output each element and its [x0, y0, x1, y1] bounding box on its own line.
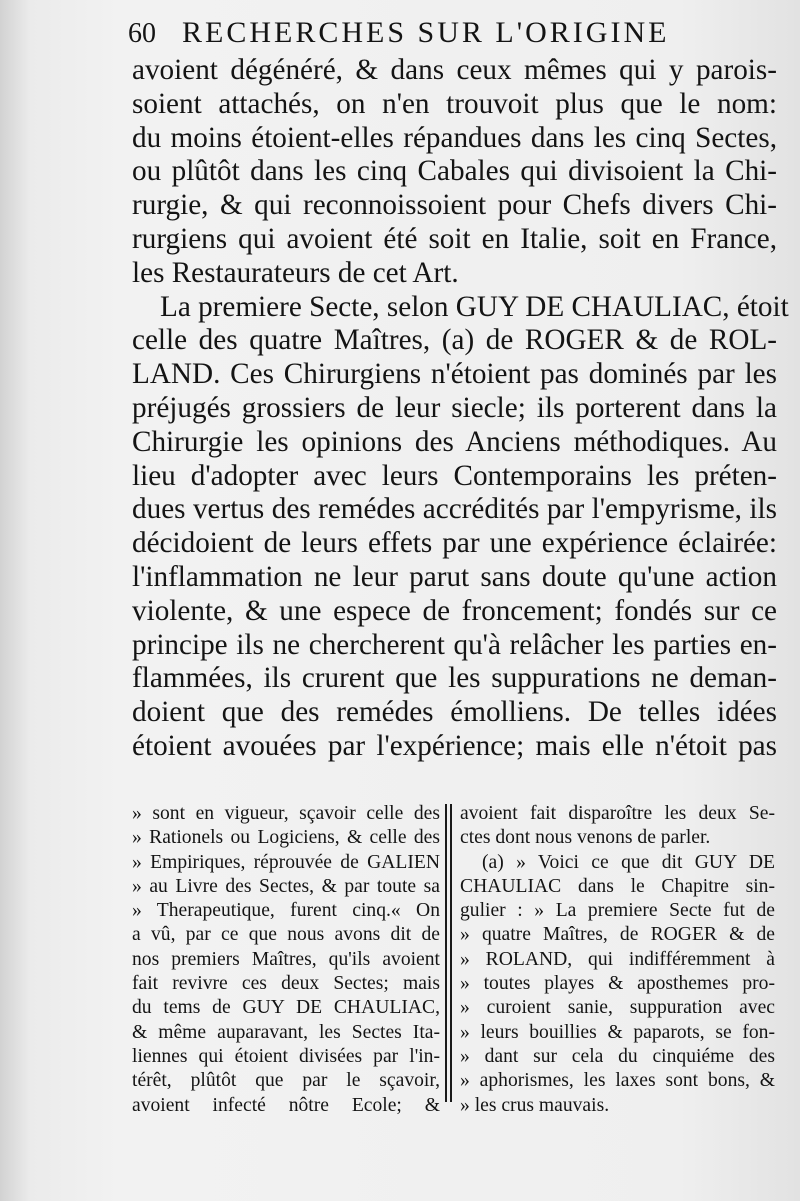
footnote-column-right — [460, 802, 775, 1118]
footnote-line: liennes qui étoient divisées par l'in- — [132, 1045, 440, 1067]
text-line: ou plûtôt dans les cinq Cabales qui divisoient la Chi- — [132, 155, 777, 188]
footnote-line: CHAULIAC dans le Chapitre sin- — [460, 875, 775, 897]
footnote-line: gulier : » La premiere Secte fut de — [460, 900, 775, 922]
text-line: doient que des remédes émolliens. De telles idées — [132, 696, 777, 729]
main-text — [132, 54, 789, 764]
footnote-line: » les crus mauvais. — [460, 1094, 610, 1116]
footnote-line: avoient infecté nôtre Ecole; & — [132, 1094, 440, 1116]
text-line: les Restaurateurs de cet Art. — [132, 256, 459, 289]
text-line: décidoient de leurs effets par une expérience éclairée: — [132, 527, 777, 560]
page-number: 60 — [128, 18, 156, 49]
footnote-line: avoient fait disparoître les deux Se- — [460, 803, 775, 824]
text-line: l'inflammation ne leur parut sans doute qu'une action — [132, 560, 777, 593]
footnote-line: du tems de GUY DE CHAULIAC, — [132, 997, 440, 1019]
footnote-line: » Rationels ou Logiciens, & celle des — [132, 827, 440, 849]
footnote-line: » au Livre des Sectes, & par toute sa — [132, 875, 440, 897]
footnote-line: » Empiriques, réprouvée de GALIEN — [132, 851, 440, 873]
text-line: rurgiens qui avoient été soit en Italie, soit en France, — [132, 222, 777, 255]
text-line: préjugés grossiers de leur siecle; ils porterent dans la — [132, 391, 777, 424]
text-line: celle des quatre Maîtres, (a) de ROGER & de ROL- — [132, 324, 777, 357]
footnote-line: » quatre Maîtres, de ROGER & de — [460, 924, 775, 946]
text-line: avoient dégénéré, & dans ceux mêmes qui y parois- — [132, 54, 777, 86]
footnote-line: » dant sur cela du cinquiéme des — [460, 1045, 775, 1067]
running-title: RECHERCHES SUR L'ORIGINE — [182, 16, 670, 49]
footnote-line: » sont en vigueur, sçavoir celle des — [132, 803, 440, 824]
text-line: principe ils ne chercherent qu'à relâcher les parties en- — [132, 628, 777, 661]
text-line: La premiere Secte, selon GUY DE CHAULIAC, étoit — [160, 290, 789, 323]
text-line: rurgie, & qui reconnoissoient pour Chefs divers Chi- — [132, 189, 777, 222]
footnote-line: » ROLAND, qui indifféremment à — [460, 948, 775, 970]
text-line: violente, & une espece de froncement; fondés sur ce — [132, 594, 777, 627]
footnote-line: nos premiers Maîtres, qu'ils avoient — [132, 948, 440, 970]
text-line: soient attachés, on n'en trouvoit plus que le nom: — [132, 87, 777, 120]
text-line: lieu d'adopter avec leurs Contemporains les préten- — [132, 459, 777, 492]
text-line: Chirurgie les opinions des Anciens méthodiques. Au — [132, 425, 777, 458]
text-line: flammées, ils crurent que les suppurations ne deman- — [132, 662, 777, 695]
footnote-line: ctes dont nous venons de parler. — [460, 827, 711, 849]
text-line: étoient avouées par l'expérience; mais elle n'étoit pas — [132, 729, 777, 762]
footnote-line: & même auparavant, les Sectes Ita- — [132, 1021, 440, 1043]
footnotes — [132, 802, 775, 1116]
footnote-line: térêt, plûtôt que par le sçavoir, — [132, 1070, 440, 1092]
footnote-line: » leurs bouillies & paparots, se fon- — [460, 1021, 775, 1043]
text-line: dues vertus des remédes accrédités par l'empyrisme, ils — [132, 493, 777, 526]
page-header — [128, 16, 778, 50]
footnote-line: » aphorismes, les laxes sont bons, & — [460, 1070, 775, 1092]
footnote-line: a vû, par ce que nous avons dit de — [132, 924, 440, 946]
footnote-line: fait revivre ces deux Sectes; mais — [132, 973, 440, 995]
column-divider — [445, 804, 447, 1102]
footnote-column-left — [132, 802, 440, 1118]
footnote-line: » toutes playes & aposthemes pro- — [460, 973, 775, 995]
footnote-line: (a) » Voici ce que dit GUY DE — [482, 851, 775, 873]
text-line: du moins étoient-elles répandues dans les cinq Sectes, — [132, 121, 777, 154]
footnote-line: » Therapeutique, furent cinq.« On — [132, 900, 440, 922]
column-divider — [450, 804, 452, 1102]
text-line: LAND. Ces Chirurgiens n'étoient pas dominés par les — [132, 358, 777, 391]
footnote-line: » curoient sanie, suppuration avec — [460, 997, 775, 1019]
